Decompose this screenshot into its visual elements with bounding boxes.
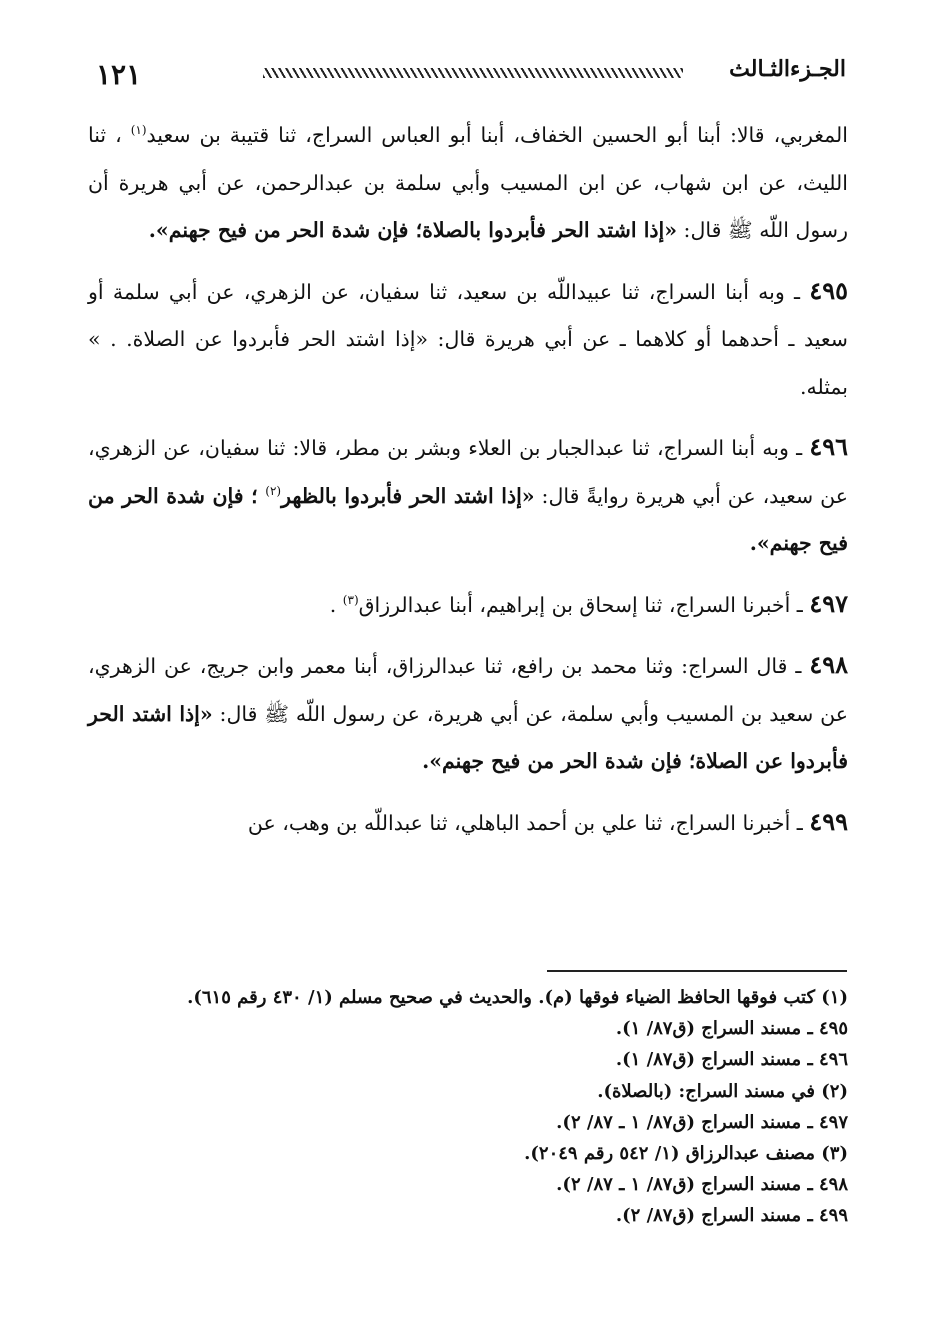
footnote-ref: (٣): [342, 592, 359, 607]
footnote-ref: (٢): [265, 483, 282, 498]
text-span: المغربي، قالا: أبنا أبو الحسين الخفاف، أبنا أبو العباس السراج، ثنا قتيبة بن سعيد: [146, 123, 848, 147]
hadith-number: ٤٩٧: [809, 588, 848, 618]
hadith-499: [88, 798, 848, 848]
hadith-498: [88, 641, 848, 786]
footnotes: [88, 982, 848, 1232]
footnote-separator: [547, 970, 847, 972]
text-span: ـ وبه أبنا السراج، ثنا عبيداللّه بن سعيد، ثنا سفيان، عن الزهري، عن أبي سلمة أو سعيد ـ أحدهما أو كلاهما ـ عن أبي هريرة قال: «إذا اشتد الحر فأبردوا عن الصلاة. . » بمثله.: [88, 279, 848, 399]
text-span: ، ثنا الليث، عن ابن شهاب، عن ابن المسيب وأبي سلمة بن عبدالرحمن، عن أبي هريرة أن رسول اللّه ﷺ قال:: [88, 123, 848, 242]
hadith-text: «إذا اشتد الحر فأبردوا عن الصلاة؛ فإن شدة الحر من فيح جهنم».: [88, 701, 848, 773]
text-span: ـ وبه أبنا السراج، ثنا عبدالجبار بن العلاء وبشر بن مطر، قالا: ثنا سفيان، عن الزهري، عن سعيد، عن أبي هريرة روايةً قال:: [88, 436, 848, 508]
paragraph-continuation: [88, 112, 848, 255]
text-span: ـ قال السراج: وثنا محمد بن رافع، ثنا عبدالرزاق، أبنا معمر وابن جريج، عن الزهري، عن سعيد بن المسيب وأبي سلمة، عن أبي هريرة، عن رسول اللّه ﷺ قال:: [88, 654, 848, 726]
footnote-line: ٤٩٨ ـ مسند السراج (ق٨٧/ ١ ـ ٨٧/ ٢).: [556, 1174, 848, 1196]
text-span: .: [329, 592, 343, 617]
page-header: [88, 56, 848, 96]
hadith-number: ٤٩٩: [809, 806, 848, 836]
text-span: ـ أخبرنا السراج، ثنا إسحاق بن إبراهيم، أبنا عبدالرزاق: [358, 592, 810, 617]
hadith-number: ٤٩٦: [809, 432, 848, 461]
footnote-ref: (١): [130, 123, 147, 138]
footnote-line: (٣) مصنف عبدالرزاق (١/ ٥٤٢ رقم ٢٠٤٩).: [524, 1143, 848, 1165]
main-text: [88, 112, 848, 859]
hadith-text: ؛ فإن شدة الحر من فيح جهنم».: [88, 483, 848, 555]
running-title: الجـزءالثـالث: [729, 56, 846, 82]
hadith-496: [88, 423, 848, 568]
hadith-text: «إذا اشتد الحر فأبردوا بالظهر: [281, 483, 535, 508]
hadith-number: ٤٩٥: [809, 275, 848, 305]
hadith-number: ٤٩٨: [809, 650, 848, 679]
footnote-line: ٤٩٩ ـ مسند السراج (ق٨٧/ ٢).: [615, 1205, 848, 1227]
footnote-line: ٤٩٥ ـ مسند السراج (ق٨٧/ ١).: [615, 1018, 848, 1040]
footnote-line: ٤٩٧ ـ مسند السراج (ق٨٧/ ١ ـ ٨٧/ ٢).: [556, 1111, 848, 1133]
header-ornament-rule: [263, 68, 683, 78]
footnote-line: (١) كتب فوقها الحافظ الضياء فوقها (م). والحديث في صحيح مسلم (١/ ٤٣٠ رقم ٦١٥).: [187, 987, 848, 1008]
page-number: ١٢١: [96, 58, 142, 91]
hadith-495: [88, 267, 848, 412]
text-span: ـ أخبرنا السراج، ثنا علي بن أحمد الباهلي، ثنا عبداللّه بن وهب، عن: [247, 810, 810, 835]
hadith-text: «إذا اشتد الحر فأبردوا بالصلاة؛ فإن شدة الحر من فيح جهنم».: [148, 218, 678, 242]
footnote-line: (٢) في مسند السراج: (بالصلاة).: [597, 1080, 848, 1102]
hadith-497: [88, 580, 848, 630]
footnote-line: ٤٩٦ ـ مسند السراج (ق٨٧/ ١).: [615, 1049, 848, 1071]
